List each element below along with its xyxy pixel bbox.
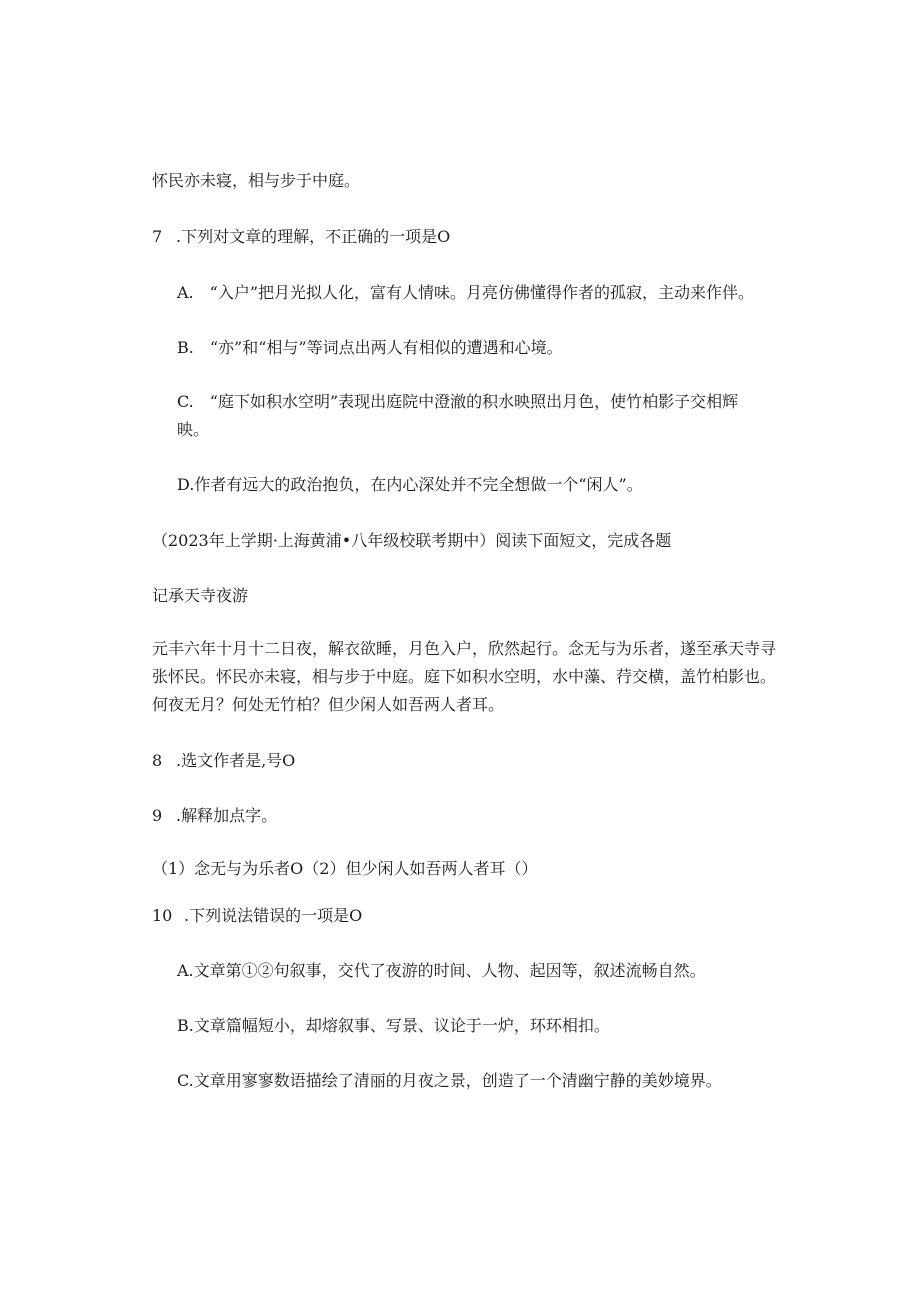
question-8-number: 8: [152, 751, 163, 770]
q7-option-c-continued: 映。: [177, 420, 210, 439]
question-7: [152, 226, 450, 248]
question-9: [152, 805, 277, 827]
q10-option-b: B.文章篇幅短小，却熔叙事、写景、议论于一炉，环环相扣。: [177, 1016, 610, 1035]
question-9-number: 9: [152, 806, 163, 825]
q10-option-c: C.文章用寥寥数语描绘了清丽的月夜之景，创造了一个清幽宁静的美妙境界。: [177, 1071, 722, 1090]
passage-line-2: 张怀民。怀民亦未寝，相与步于中庭。庭下如积水空明，水中藻、荇交横，盖竹柏影也。: [152, 667, 777, 686]
question-7-number: 7: [152, 227, 163, 246]
question-10: [152, 905, 362, 927]
q7-option-b: B. “亦”和“相与”等词点出两人有相似的遭遇和心境。: [177, 338, 563, 357]
source-note: （2023年上学期·上海黄浦•八年级校联考期中）阅读下面短文，完成各题: [152, 531, 672, 550]
question-8: [152, 750, 295, 772]
question-10-stem: .下列说法错误的一项是O: [184, 906, 363, 925]
q10-option-a: A.文章第①②句叙事，交代了夜游的时间、人物、起因等，叙述流畅自然。: [177, 961, 706, 980]
question-9-subitems: （1）念无与为乐者O（2）但少闲人如吾两人者耳（）: [152, 859, 538, 878]
question-10-number: 10: [152, 906, 173, 925]
question-7-stem: .下列对文章的理解，不正确的一项是O: [176, 227, 451, 246]
question-9-stem: .解释加点字。: [176, 806, 278, 825]
q7-option-c: C. “庭下如积水空明”表现出庭院中澄澈的积水映照出月色，使竹柏影子交相辉: [177, 392, 739, 411]
previous-text: 怀民亦未寝，相与步于中庭。: [152, 171, 361, 190]
passage-body: [152, 635, 777, 719]
question-8-stem: .选文作者是,号O: [176, 751, 296, 770]
q7-option-a: A. “入户”把月光拟人化，富有人情味。月亮仿佛懂得作者的孤寂，主动来作伴。: [177, 283, 755, 302]
q7-option-d: D.作者有远大的政治抱负，在内心深处并不完全想做一个“闲人”。: [177, 475, 643, 494]
passage-title: 记承天寺夜游: [152, 586, 249, 605]
passage-line-1: 元丰六年十月十二日夜，解衣欲睡，月色入户，欣然起行。念无与为乐者，遂至承天寺寻: [152, 639, 777, 658]
passage-line-3: 何夜无月？何处无竹柏？但少闲人如吾两人者耳。: [152, 695, 505, 714]
